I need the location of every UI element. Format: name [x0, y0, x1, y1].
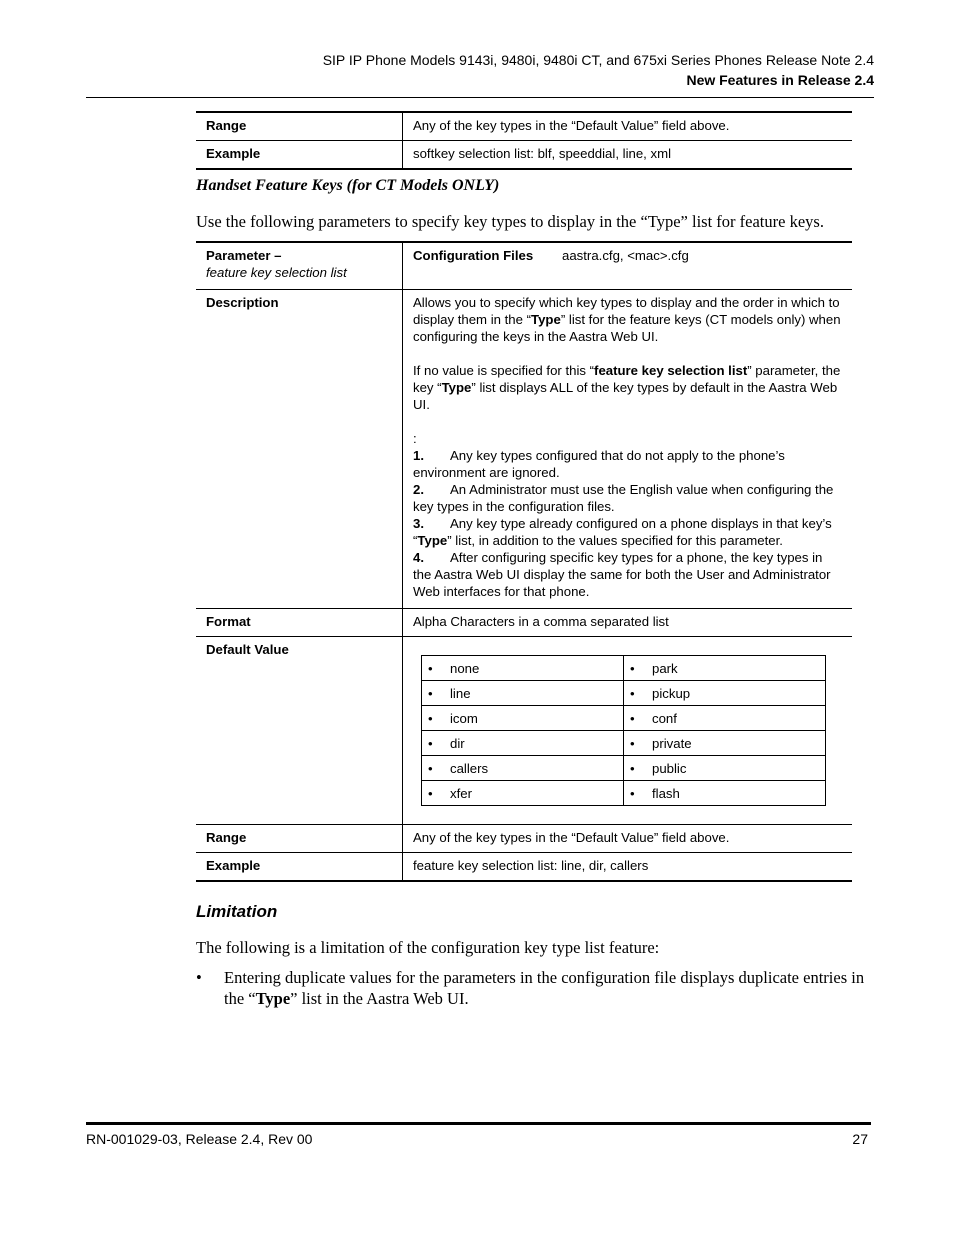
- note-item: [413, 447, 842, 481]
- grid-cell: [422, 731, 624, 756]
- text-run: ” list for the feature keys (CT models only) when configuring the keys in the Aastra Web UI.: [413, 312, 841, 344]
- limitation-heading: Limitation: [196, 902, 278, 921]
- bullet: •: [630, 760, 635, 776]
- row-value: Alpha Characters in a comma separated list: [413, 614, 669, 629]
- bullet: •: [428, 760, 433, 776]
- row-value: Any of the key types in the “Default Value” field above.: [413, 118, 730, 133]
- grid-row: [422, 656, 826, 681]
- note-text: After configuring specific key types for a phone, the key types in the Aastra Web UI display the same for both the User and Administrator Web interfaces for that phone.: [413, 550, 831, 599]
- bullet: •: [630, 685, 635, 701]
- bullet: •: [428, 785, 433, 801]
- parameter-cell: [196, 242, 403, 290]
- key-type: icom: [450, 710, 478, 726]
- key-type: public: [652, 760, 687, 776]
- table-row: [196, 290, 852, 609]
- limitation-item: [196, 967, 876, 1009]
- parameter-table-softkey: [196, 111, 852, 170]
- bullet: •: [630, 710, 635, 726]
- note-number: 3.: [413, 516, 424, 531]
- grid-cell: [624, 656, 826, 681]
- text-run-bold: Type: [531, 312, 561, 327]
- bullet: •: [428, 735, 433, 751]
- key-type: dir: [450, 735, 465, 751]
- description-para-1: [413, 294, 842, 345]
- grid-cell: [422, 706, 624, 731]
- default-value-cell: [403, 637, 853, 825]
- config-files-cell: [403, 242, 853, 290]
- grid-row: [422, 706, 826, 731]
- row-value: Any of the key types in the “Default Value” field above.: [413, 830, 730, 845]
- grid-row: [422, 756, 826, 781]
- bullet: •: [630, 785, 635, 801]
- bullet: •: [428, 710, 433, 726]
- grid-cell: [422, 656, 624, 681]
- footer-rule: [86, 1122, 871, 1125]
- key-type: xfer: [450, 785, 472, 801]
- grid-row: [422, 681, 826, 706]
- table-row: [196, 112, 852, 141]
- key-type: conf: [652, 710, 677, 726]
- grid-row: [422, 731, 826, 756]
- description-para-2: [413, 362, 842, 413]
- intro-paragraph: Use the following parameters to specify key types to display in the “Type” list for feature keys.: [196, 212, 824, 231]
- table-row: [196, 609, 852, 637]
- row-label: Range: [196, 112, 403, 141]
- note-item: [413, 549, 842, 600]
- table-row: [196, 637, 852, 825]
- text-run: If no value is specified for this “: [413, 363, 595, 378]
- note-item: [413, 515, 842, 549]
- grid-cell: [624, 781, 826, 806]
- text-run-bold: Type: [441, 380, 472, 395]
- table-row: [196, 825, 852, 853]
- grid-row: [422, 781, 826, 806]
- page-number: 27: [852, 1131, 868, 1147]
- parameter-label: Parameter –: [206, 248, 282, 263]
- note-text: ” list, in addition to the values specified for this parameter.: [447, 533, 783, 548]
- grid-cell: [624, 706, 826, 731]
- row-label: Description: [196, 290, 403, 609]
- note-item: [413, 481, 842, 515]
- note-text: Any key types configured that do not apply to the phone’s environment are ignored.: [413, 448, 785, 480]
- note-text: An Administrator must use the English value when configuring the key types in the configuration files.: [413, 482, 834, 514]
- bullet: •: [428, 685, 433, 701]
- grid-cell: [422, 681, 624, 706]
- header-title: SIP IP Phone Models 9143i, 9480i, 9480i CT, and 675xi Series Phones Release Note 2.4: [322, 52, 874, 68]
- grid-cell: [624, 756, 826, 781]
- bullet: •: [630, 660, 635, 676]
- header-section: New Features in Release 2.4: [686, 72, 874, 88]
- description-cell: [403, 290, 853, 609]
- row-label: Example: [196, 853, 403, 882]
- bullet: •: [630, 735, 635, 751]
- config-files-label: Configuration Files: [413, 248, 534, 263]
- row-label: Default Value: [196, 637, 403, 825]
- config-files-value: aastra.cfg, <mac>.cfg: [562, 248, 689, 263]
- footer-doc-id: RN-001029-03, Release 2.4, Rev 00: [86, 1131, 313, 1147]
- note-number: 1.: [413, 448, 424, 463]
- table-row: [196, 141, 852, 170]
- row-label: Example: [196, 141, 403, 170]
- grid-cell: [624, 731, 826, 756]
- row-value: softkey selection list: blf, speeddial, line, xml: [413, 146, 672, 161]
- text-run-bold: feature key selection list: [594, 363, 748, 378]
- key-type: none: [450, 660, 480, 676]
- key-type: flash: [652, 785, 680, 801]
- row-value: feature key selection list: line, dir, callers: [413, 858, 649, 873]
- text-run: Allows you to specify which key types to display and the order in which to display them in the “: [413, 295, 840, 327]
- row-label: Range: [196, 825, 403, 853]
- parameter-table-feature-keys: [196, 241, 852, 882]
- text-run: ” parameter, the key “: [413, 363, 841, 395]
- text-run: ” list displays ALL of the key types by default in the Aastra Web UI.: [413, 380, 838, 412]
- table-row: [196, 853, 852, 882]
- text-run: Entering duplicate values for the parameters in the configuration file displays duplicate entries in the “: [224, 968, 865, 1008]
- row-label: Format: [196, 609, 403, 637]
- key-type: line: [450, 685, 471, 701]
- section-subheading: Handset Feature Keys (for CT Models ONLY): [196, 177, 500, 194]
- bullet: •: [428, 660, 433, 676]
- grid-cell: [422, 781, 624, 806]
- default-values-grid: [421, 655, 826, 806]
- note-number: 4.: [413, 550, 424, 565]
- table-row: [196, 242, 852, 290]
- limitation-item-text: [224, 967, 876, 1009]
- grid-cell: [624, 681, 826, 706]
- key-type: pickup: [652, 685, 691, 701]
- description-colon: :: [413, 431, 417, 446]
- key-type: callers: [450, 760, 489, 776]
- note-text-bold: Type: [417, 533, 448, 548]
- key-type: park: [652, 660, 678, 676]
- bullet: •: [196, 968, 202, 987]
- limitation-intro: The following is a limitation of the configuration key type list feature:: [196, 938, 660, 957]
- note-text: Any key type already configured on a phone displays in that key’s “: [413, 516, 832, 548]
- text-run-bold: Type: [255, 989, 291, 1008]
- key-type: private: [652, 735, 692, 751]
- note-number: 2.: [413, 482, 424, 497]
- header-rule: [86, 97, 874, 98]
- grid-cell: [422, 756, 624, 781]
- text-run: ” list in the Aastra Web UI.: [290, 989, 469, 1008]
- parameter-name: feature key selection list: [206, 265, 347, 280]
